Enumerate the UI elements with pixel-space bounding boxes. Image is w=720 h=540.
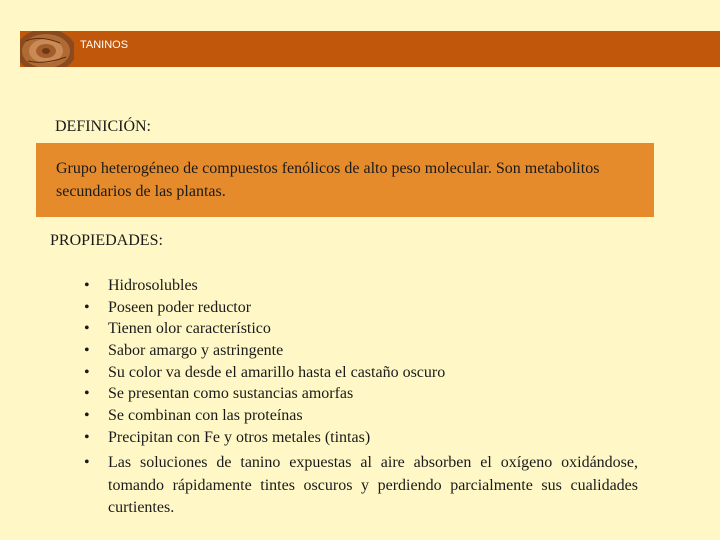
list-item: • Tienen olor característico (84, 318, 445, 340)
list-item: • Se combinan con las proteínas (84, 405, 445, 427)
list-item: • Hidrosolubles (84, 275, 445, 297)
page-title: TANINOS (80, 39, 129, 51)
wood-logo-icon (20, 31, 74, 67)
list-item: • Poseen poder reductor (84, 297, 445, 319)
list-item: • Precipitan con Fe y otros metales (tintas) (84, 427, 445, 449)
definition-heading: DEFINICIÓN: (55, 118, 151, 135)
list-item: • Sabor amargo y astringente (84, 340, 445, 362)
definition-text: Grupo heterogéneo de compuestos fenólicos de alto peso molecular. Son metabolitos secundarios de las plantas. (56, 160, 600, 200)
bullet-icon: • (84, 454, 90, 471)
title-bar (20, 31, 720, 67)
properties-list (84, 275, 445, 449)
definition-box (36, 143, 654, 217)
properties-heading: PROPIEDADES: (50, 232, 163, 249)
list-item-text: Las soluciones de tanino expuestas al aire absorben el oxígeno oxidándose, tomando rápidamente tintes oscuros y perdiendo parcialmente sus cualidades curtientes. (108, 454, 638, 516)
list-item: • Su color va desde el amarillo hasta el castaño oscuro (84, 362, 445, 384)
list-item-long (84, 452, 638, 520)
list-item: • Se presentan como sustancias amorfas (84, 383, 445, 405)
